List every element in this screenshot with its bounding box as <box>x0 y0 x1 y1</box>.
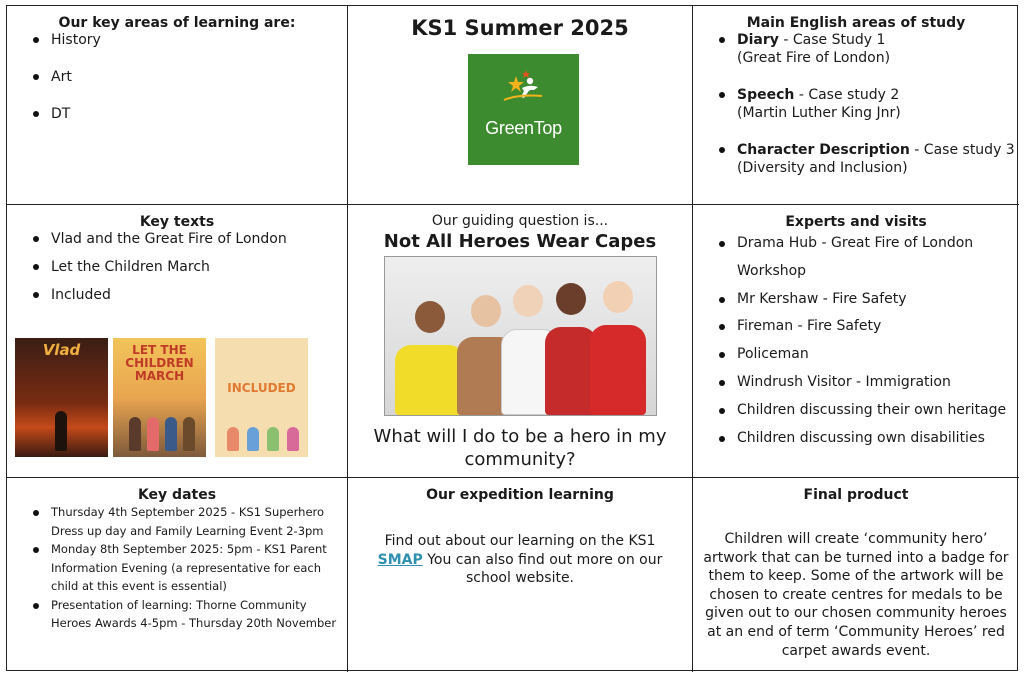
book-cover-title: INCLUDED <box>227 381 296 395</box>
list-item: History <box>7 31 347 68</box>
person-icon <box>247 427 259 451</box>
page-title: KS1 Summer 2025 <box>411 16 629 40</box>
list-item: Vlad and the Great Fire of London <box>7 230 347 258</box>
person-icon <box>165 417 177 451</box>
item-detail: - Case study 3 <box>909 142 1015 158</box>
person-icon <box>287 427 299 451</box>
key-dates-cell <box>7 478 348 672</box>
final-product-cell <box>693 478 1019 672</box>
learning-areas-heading: Our key areas of learning are: <box>58 15 296 31</box>
person-icon <box>227 427 239 451</box>
key-texts-heading: Key texts <box>139 214 215 230</box>
child-head <box>513 285 543 317</box>
smap-link[interactable]: SMAP <box>377 551 423 568</box>
item-title: Diary <box>737 32 779 48</box>
list-item: Monday 8th September 2025: 5pm - KS1 Parent Information Evening (a representative for each child at this event is essential) <box>7 540 347 596</box>
item-title: Speech <box>737 87 795 103</box>
learning-areas-cell <box>7 6 348 205</box>
child-figure <box>590 325 646 415</box>
item-sub: (Martin Luther King Jnr) <box>737 105 901 121</box>
guiding-question-cell <box>348 205 693 478</box>
list-item: Drama Hub - Great Fire of London Workshop <box>693 230 1019 286</box>
item-sub: (Great Fire of London) <box>737 50 891 66</box>
silhouette-icon <box>55 411 67 451</box>
child-head <box>603 281 633 313</box>
person-icon <box>147 417 159 451</box>
book-cover-title: LET THE CHILDREN MARCH <box>125 343 194 383</box>
person-icon <box>183 417 195 451</box>
list-item: Windrush Visitor - Immigration <box>693 369 1019 397</box>
list-item: Presentation of learning: Thorne Community Heroes Awards 4-5pm - Thursday 20th November <box>7 596 347 633</box>
final-product-text: Children will create ‘community hero’ artwork that can be turned into a badge for them to keep. Some of the artwork will be chosen to create centres for medals to be given out to our chosen community heroes at an end of term ‘Community Heroes’ red carpet awards event. <box>703 531 1009 659</box>
child-head <box>556 283 586 315</box>
experts-cell <box>693 205 1019 478</box>
book-cover-vlad <box>15 338 108 457</box>
person-icon <box>129 417 141 451</box>
book-cover-let-the-children-march <box>113 338 206 457</box>
logo-wordmark: GreenTop <box>485 118 562 138</box>
child-head <box>415 301 445 333</box>
experts-list <box>693 230 1019 452</box>
greentop-logo <box>468 54 579 165</box>
key-dates-list <box>7 503 347 633</box>
english-heading: Main English areas of study <box>746 15 966 31</box>
learning-areas-list <box>7 31 347 142</box>
experts-heading: Experts and visits <box>785 214 927 230</box>
book-cover-included <box>215 338 308 457</box>
item-sub: (Diversity and Inclusion) <box>737 160 908 176</box>
list-item: Fireman - Fire Safety <box>693 313 1019 341</box>
list-item: Included <box>7 286 347 314</box>
list-item: Mr Kershaw - Fire Safety <box>693 286 1019 314</box>
guiding-intro: Our guiding question is... <box>431 213 609 229</box>
expedition-text <box>348 532 692 588</box>
list-item <box>693 86 1019 122</box>
key-dates-heading: Key dates <box>137 487 217 503</box>
child-figure <box>395 345 465 415</box>
key-texts-list <box>7 230 347 314</box>
english-list <box>693 31 1019 177</box>
expedition-text-before: Find out about our learning on the KS1 <box>384 533 656 549</box>
list-item: Art <box>7 68 347 105</box>
expedition-text-after: You can also find out more on our school website. <box>422 551 663 586</box>
expedition-heading: Our expedition learning <box>426 487 614 503</box>
list-item: Let the Children March <box>7 258 347 286</box>
guiding-question: What will I do to be a hero in my community? <box>373 426 667 470</box>
list-item: DT <box>7 105 347 142</box>
list-item <box>693 141 1019 177</box>
list-item: Policeman <box>693 341 1019 369</box>
title-cell <box>348 6 693 205</box>
list-item <box>693 31 1019 67</box>
english-cell <box>693 6 1019 205</box>
expedition-cell <box>348 478 693 672</box>
guiding-headline: Not All Heroes Wear Capes <box>383 231 657 252</box>
curriculum-grid <box>6 5 1018 671</box>
item-title: Character Description <box>737 142 910 158</box>
person-icon <box>267 427 279 451</box>
star-figure-icon <box>468 54 579 114</box>
item-detail: - Case study 2 <box>794 87 900 103</box>
heroes-photo <box>384 256 657 416</box>
book-cover-title: Vlad <box>42 341 81 359</box>
list-item: Children discussing their own heritage <box>693 397 1019 425</box>
list-item: Children discussing own disabilities <box>693 425 1019 453</box>
child-head <box>471 295 501 327</box>
final-product-heading: Final product <box>803 487 909 503</box>
key-texts-cell <box>7 205 348 478</box>
list-item: Thursday 4th September 2025 - KS1 Superhero Dress up day and Family Learning Event 2-3pm <box>7 503 347 540</box>
item-detail: - Case Study 1 <box>778 32 886 48</box>
